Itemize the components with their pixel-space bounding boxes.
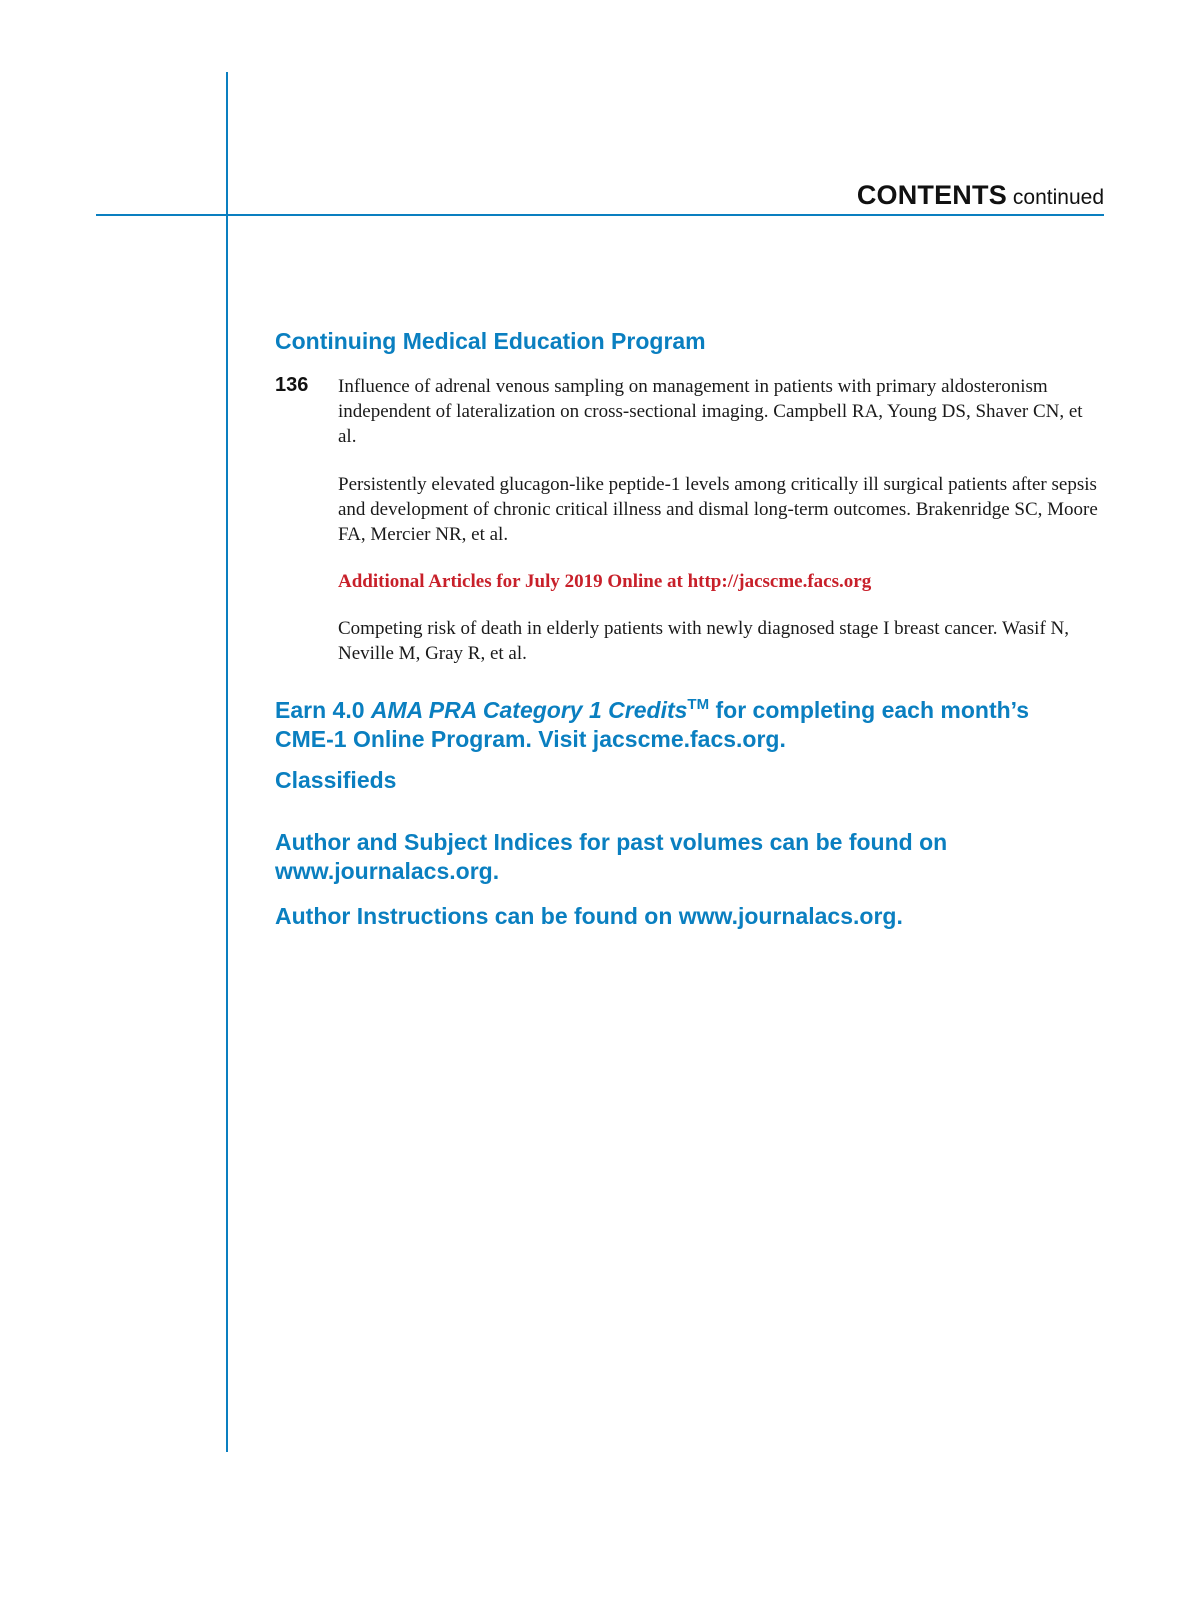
page-header: [857, 180, 1104, 211]
earn-credits-note: [275, 696, 1035, 754]
indices-note: Author and Subject Indices for past volumes can be found on www.journalacs.org.: [275, 829, 948, 884]
earn-prefix: Earn 4.0: [275, 697, 371, 723]
contents-continued: continued: [1012, 186, 1104, 209]
online-article-entry-1: Competing risk of death in elderly patients with newly diagnosed stage I breast cancer. Wasif N, Neville M, Gray R, et al.: [338, 618, 1070, 664]
article-entry-2: Persistently elevated glucagon-like peptide-1 levels among critically ill surgical patients after sepsis and development of chronic critical illness and dismal long-term outcomes. Brakenridge SC, Moore FA, Mercier NR, et al.: [338, 474, 1098, 545]
online-articles-heading[interactable]: Additional Articles for July 2019 Online at http://jacscme.facs.org: [338, 571, 872, 592]
credits-name: AMA PRA Category 1 Credits: [370, 697, 688, 723]
earn-suffix: for completing each month’s CME-1 Online Program. Visit jacscme.facs.org.: [275, 697, 1029, 752]
page-number: 136: [275, 374, 309, 396]
classifieds-heading: Classifieds: [275, 767, 397, 793]
article-entry-1: Influence of adrenal venous sampling on management in patients with primary aldosteronism independent of lateralization on cross-sectional imaging. Campbell RA, Young DS, Shaver CN, et al.: [338, 376, 1083, 447]
horizontal-rule: [96, 214, 1104, 216]
vertical-rule: [226, 72, 228, 1452]
instructions-note: Author Instructions can be found on www.journalacs.org.: [275, 903, 903, 929]
contents-title: CONTENTS: [856, 180, 1007, 210]
section-title: Continuing Medical Education Program: [275, 328, 706, 354]
trademark-mark: TM: [687, 696, 710, 713]
